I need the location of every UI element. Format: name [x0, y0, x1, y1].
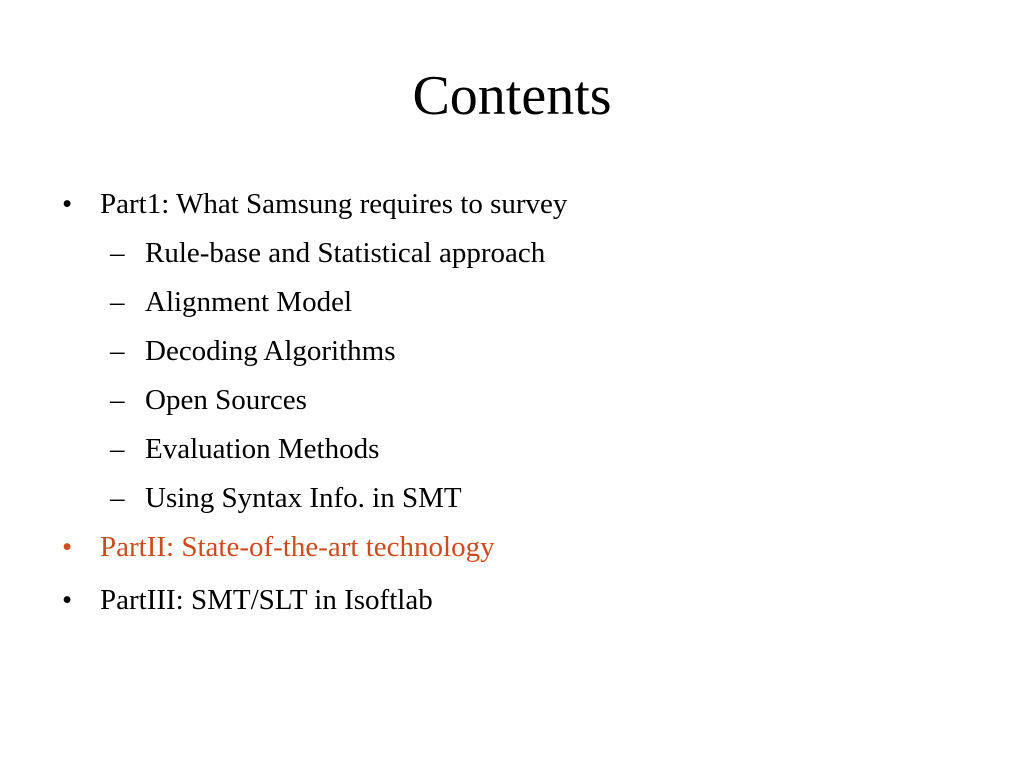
- bullet-marker: •: [62, 584, 73, 616]
- list-item-text: Decoding Algorithms: [145, 335, 396, 367]
- list-item-text: Using Syntax Info. in SMT: [145, 482, 462, 514]
- dash-marker: –: [110, 384, 125, 416]
- dash-marker: –: [110, 286, 125, 318]
- dash-marker: –: [110, 482, 125, 514]
- list-item-text: Evaluation Methods: [145, 433, 380, 465]
- list-item-text: Rule-base and Statistical approach: [145, 237, 546, 269]
- list-item-text: Open Sources: [145, 384, 307, 416]
- list-item-text: Alignment Model: [145, 286, 353, 318]
- list-item-text: Part1: What Samsung requires to survey: [100, 188, 568, 220]
- slide-title: Contents: [412, 65, 612, 127]
- list-item-text: PartIII: SMT/SLT in Isoftlab: [100, 584, 433, 616]
- bullet-marker: •: [62, 188, 73, 220]
- dash-marker: –: [110, 237, 125, 269]
- dash-marker: –: [110, 433, 125, 465]
- dash-marker: –: [110, 335, 125, 367]
- list-item-text: PartII: State-of-the-art technology: [100, 531, 495, 563]
- bullet-marker: •: [62, 531, 73, 563]
